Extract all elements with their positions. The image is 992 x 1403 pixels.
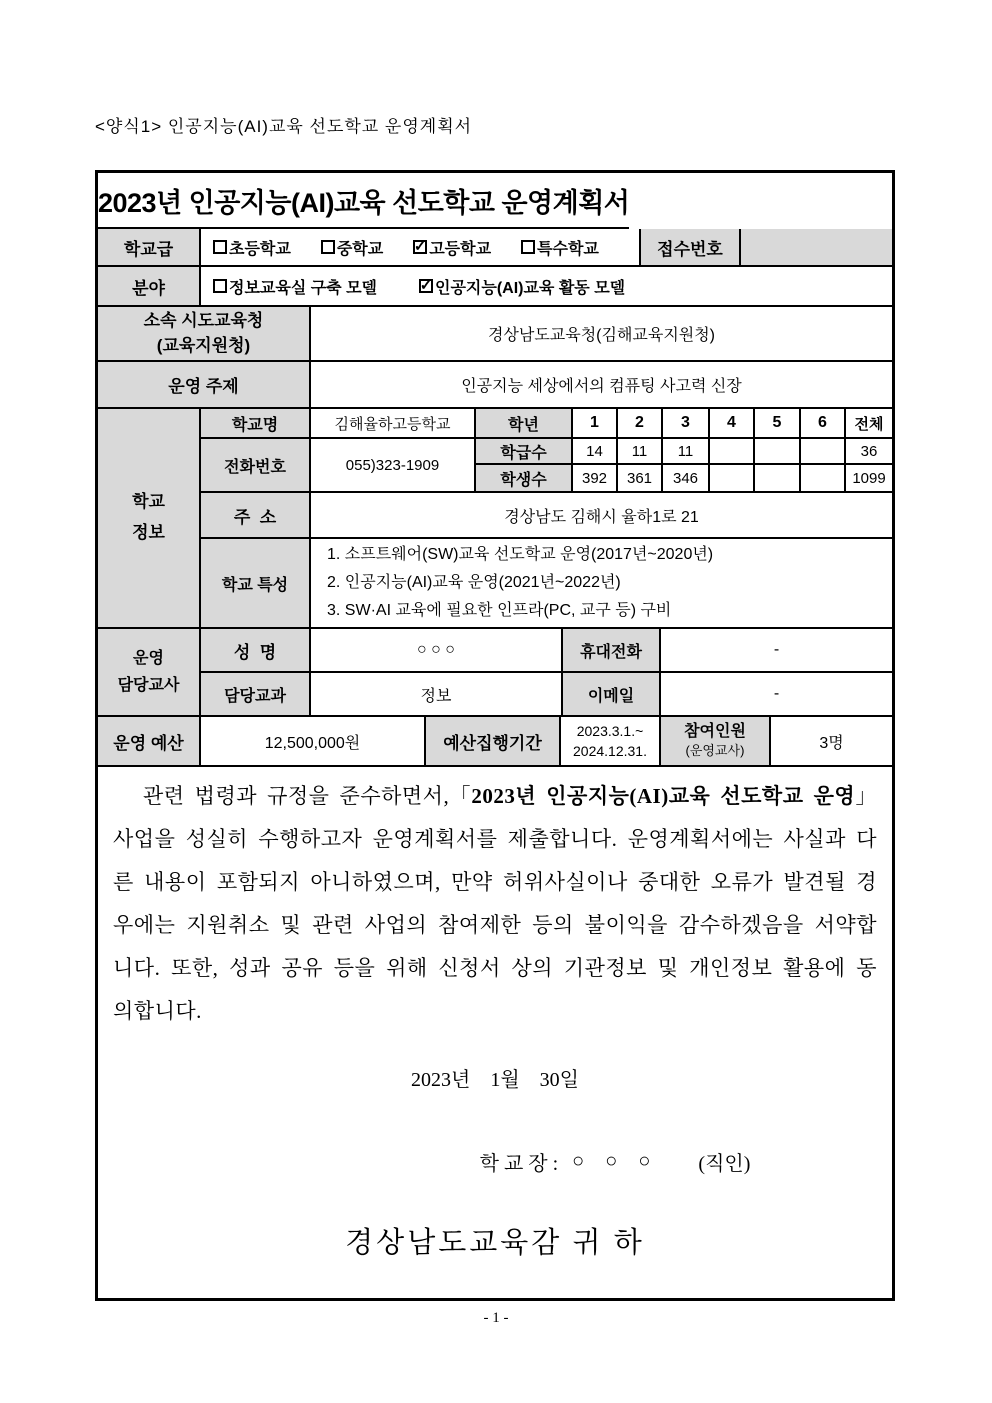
grade-header-cell: 6 — [801, 409, 846, 439]
grade-table — [476, 409, 892, 493]
office-row — [98, 307, 892, 362]
grade-header-cell: 5 — [755, 409, 801, 439]
field-label: 분야 — [98, 267, 201, 307]
characteristic-line: 2. 인공지능(AI)교육 운영(2021년~2022년) — [327, 574, 621, 591]
school-level-row — [98, 229, 892, 267]
email-value: - — [661, 673, 892, 717]
class-count-cell — [710, 439, 755, 465]
form-tag: <양식1> 인공지능(AI)교육 선도학교 운영계획서 — [95, 117, 473, 136]
option-info-room — [213, 275, 377, 298]
checkbox-special-icon — [521, 240, 535, 254]
class-count-cell — [755, 439, 801, 465]
manager-label: 운영 담당교사 — [98, 629, 201, 717]
pledge-text-post: 」사업을 성실히 수행하고자 운영계획서를 제출합니다. 운영계획서에는 사실과 다른 내용이 포함되지 아니하였으며, 만약 허위사실이나 중대한 오류가 발견될 경우에는 지원취소 및 관련 사업의 참여제한 등의 불이익을 감수하겠음을 서약합니다. 또한, 성과 공유 등을 위해 신청서 상의 기관정보 및 개인정보 활용에 동의합니다. — [113, 784, 878, 1023]
option-high — [413, 236, 491, 259]
pledge-paragraph — [113, 775, 877, 1033]
phone-value: 055)323-1909 — [311, 439, 476, 493]
class-count-label: 학급수 — [476, 439, 573, 465]
option-info-room-label: 정보교육실 구축 모델 — [229, 279, 377, 297]
school-name-value: 김해율하고등학교 — [311, 409, 476, 439]
subject-label: 담당교과 — [201, 673, 311, 717]
office-value: 경상남도교육청(김해교육지원청) — [311, 307, 892, 362]
characteristics-label: 학교 특성 — [201, 539, 311, 629]
option-middle — [321, 236, 383, 259]
budget-row — [98, 717, 892, 767]
class-count-cell — [801, 439, 846, 465]
office-label: 소속 시도교육청 (교육지원청) — [98, 307, 311, 362]
grade-header-cell: 3 — [663, 409, 710, 439]
field-options — [201, 267, 892, 307]
signature-line — [233, 1147, 992, 1176]
manager-block — [98, 629, 892, 717]
manager-name-label: 성 명 — [201, 629, 311, 673]
student-count-cell — [710, 465, 755, 493]
grade-header-cell: 학년 — [476, 409, 573, 439]
option-ai-activity-label: 인공지능(AI)교육 활동 모델 — [435, 279, 626, 297]
characteristic-line: 3. SW·AI 교육에 필요한 인프라(PC, 교구 등) 구비 — [327, 602, 672, 619]
mobile-label: 휴대전화 — [563, 629, 661, 673]
class-count-cell: 11 — [663, 439, 710, 465]
form-title: 2023년 인공지능(AI)교육 선도학교 운영계획서 — [98, 173, 629, 229]
student-count-cell: 346 — [663, 465, 710, 493]
receipt-number-value — [741, 229, 892, 267]
student-count-total: 1099 — [846, 465, 892, 493]
manager-name-value: ○ ○ ○ — [311, 629, 563, 673]
page-number: - 1 - — [483, 1310, 509, 1326]
signer-label: 학 교 장 : — [479, 1153, 559, 1175]
grade-header-cell: 2 — [618, 409, 663, 439]
option-ai-activity — [419, 275, 625, 298]
school-level-options — [201, 229, 641, 267]
class-count-cell: 11 — [618, 439, 663, 465]
budget-label: 운영 예산 — [98, 717, 201, 767]
pledge-section — [98, 767, 892, 1298]
checkbox-ai-activity-icon — [419, 279, 433, 293]
option-elementary — [213, 236, 291, 259]
email-label: 이메일 — [563, 673, 661, 717]
characteristics-value — [311, 539, 892, 629]
school-info-block — [98, 409, 892, 629]
budget-amount: 12,500,000원 — [201, 717, 426, 767]
address-label: 주 소 — [201, 493, 311, 539]
seal-placeholder: (직인) — [698, 1153, 751, 1175]
class-count-cell: 14 — [573, 439, 618, 465]
option-middle-label: 중학교 — [336, 240, 384, 258]
field-row — [98, 267, 892, 307]
participants-value: 3명 — [771, 717, 892, 767]
pledge-text-pre: 관련 법령과 규정을 준수하면서,「 — [143, 784, 472, 808]
characteristic-line: 1. 소프트웨어(SW)교육 선도학교 운영(2017년~2020년) — [327, 546, 714, 563]
option-elementary-label: 초등학교 — [229, 240, 291, 258]
school-info-label: 학교 정보 — [98, 409, 201, 629]
checkbox-info-room-icon — [213, 279, 227, 293]
receipt-number-label: 접수번호 — [641, 229, 741, 267]
pledge-text-bold: 2023년 인공지능(AI)교육 선도학교 운영 — [471, 784, 856, 808]
student-count-cell — [755, 465, 801, 493]
subject-value: 정보 — [311, 673, 563, 717]
signer-name: ○ ○ ○ — [572, 1150, 659, 1172]
grade-header-cell: 1 — [573, 409, 618, 439]
grade-header-cell: 전체 — [846, 409, 892, 439]
student-count-cell: 392 — [573, 465, 618, 493]
application-form-table — [95, 170, 895, 1301]
school-level-label: 학교급 — [98, 229, 201, 267]
theme-row — [98, 362, 892, 409]
class-count-total: 36 — [846, 439, 892, 465]
option-special — [521, 236, 599, 259]
student-count-label: 학생수 — [476, 465, 573, 493]
theme-value: 인공지능 세상에서의 컴퓨팅 사고력 신장 — [311, 362, 892, 409]
student-count-cell — [801, 465, 846, 493]
option-special-label: 특수학교 — [537, 240, 599, 258]
checkbox-middle-icon — [321, 240, 335, 254]
address-value: 경상남도 김해시 율하1로 21 — [311, 493, 892, 539]
pledge-date: 2023년 1월 30일 — [411, 1069, 579, 1091]
checkbox-high-icon — [413, 240, 427, 254]
budget-period-label: 예산집행기간 — [426, 717, 561, 767]
option-high-label: 고등학교 — [429, 240, 492, 258]
budget-period-value: 2023.3.1.~ 2024.12.31. — [561, 717, 661, 767]
phone-label: 전화번호 — [201, 439, 311, 493]
student-count-cell: 361 — [618, 465, 663, 493]
participants-label: 참여인원 (운영교사) — [661, 717, 771, 767]
recipient-line: 경상남도교육감 귀 하 — [345, 1227, 645, 1259]
checkbox-elementary-icon — [213, 240, 227, 254]
mobile-value: - — [661, 629, 892, 673]
grade-header-cell: 4 — [710, 409, 755, 439]
theme-label: 운영 주제 — [98, 362, 311, 409]
school-name-label: 학교명 — [201, 409, 311, 439]
